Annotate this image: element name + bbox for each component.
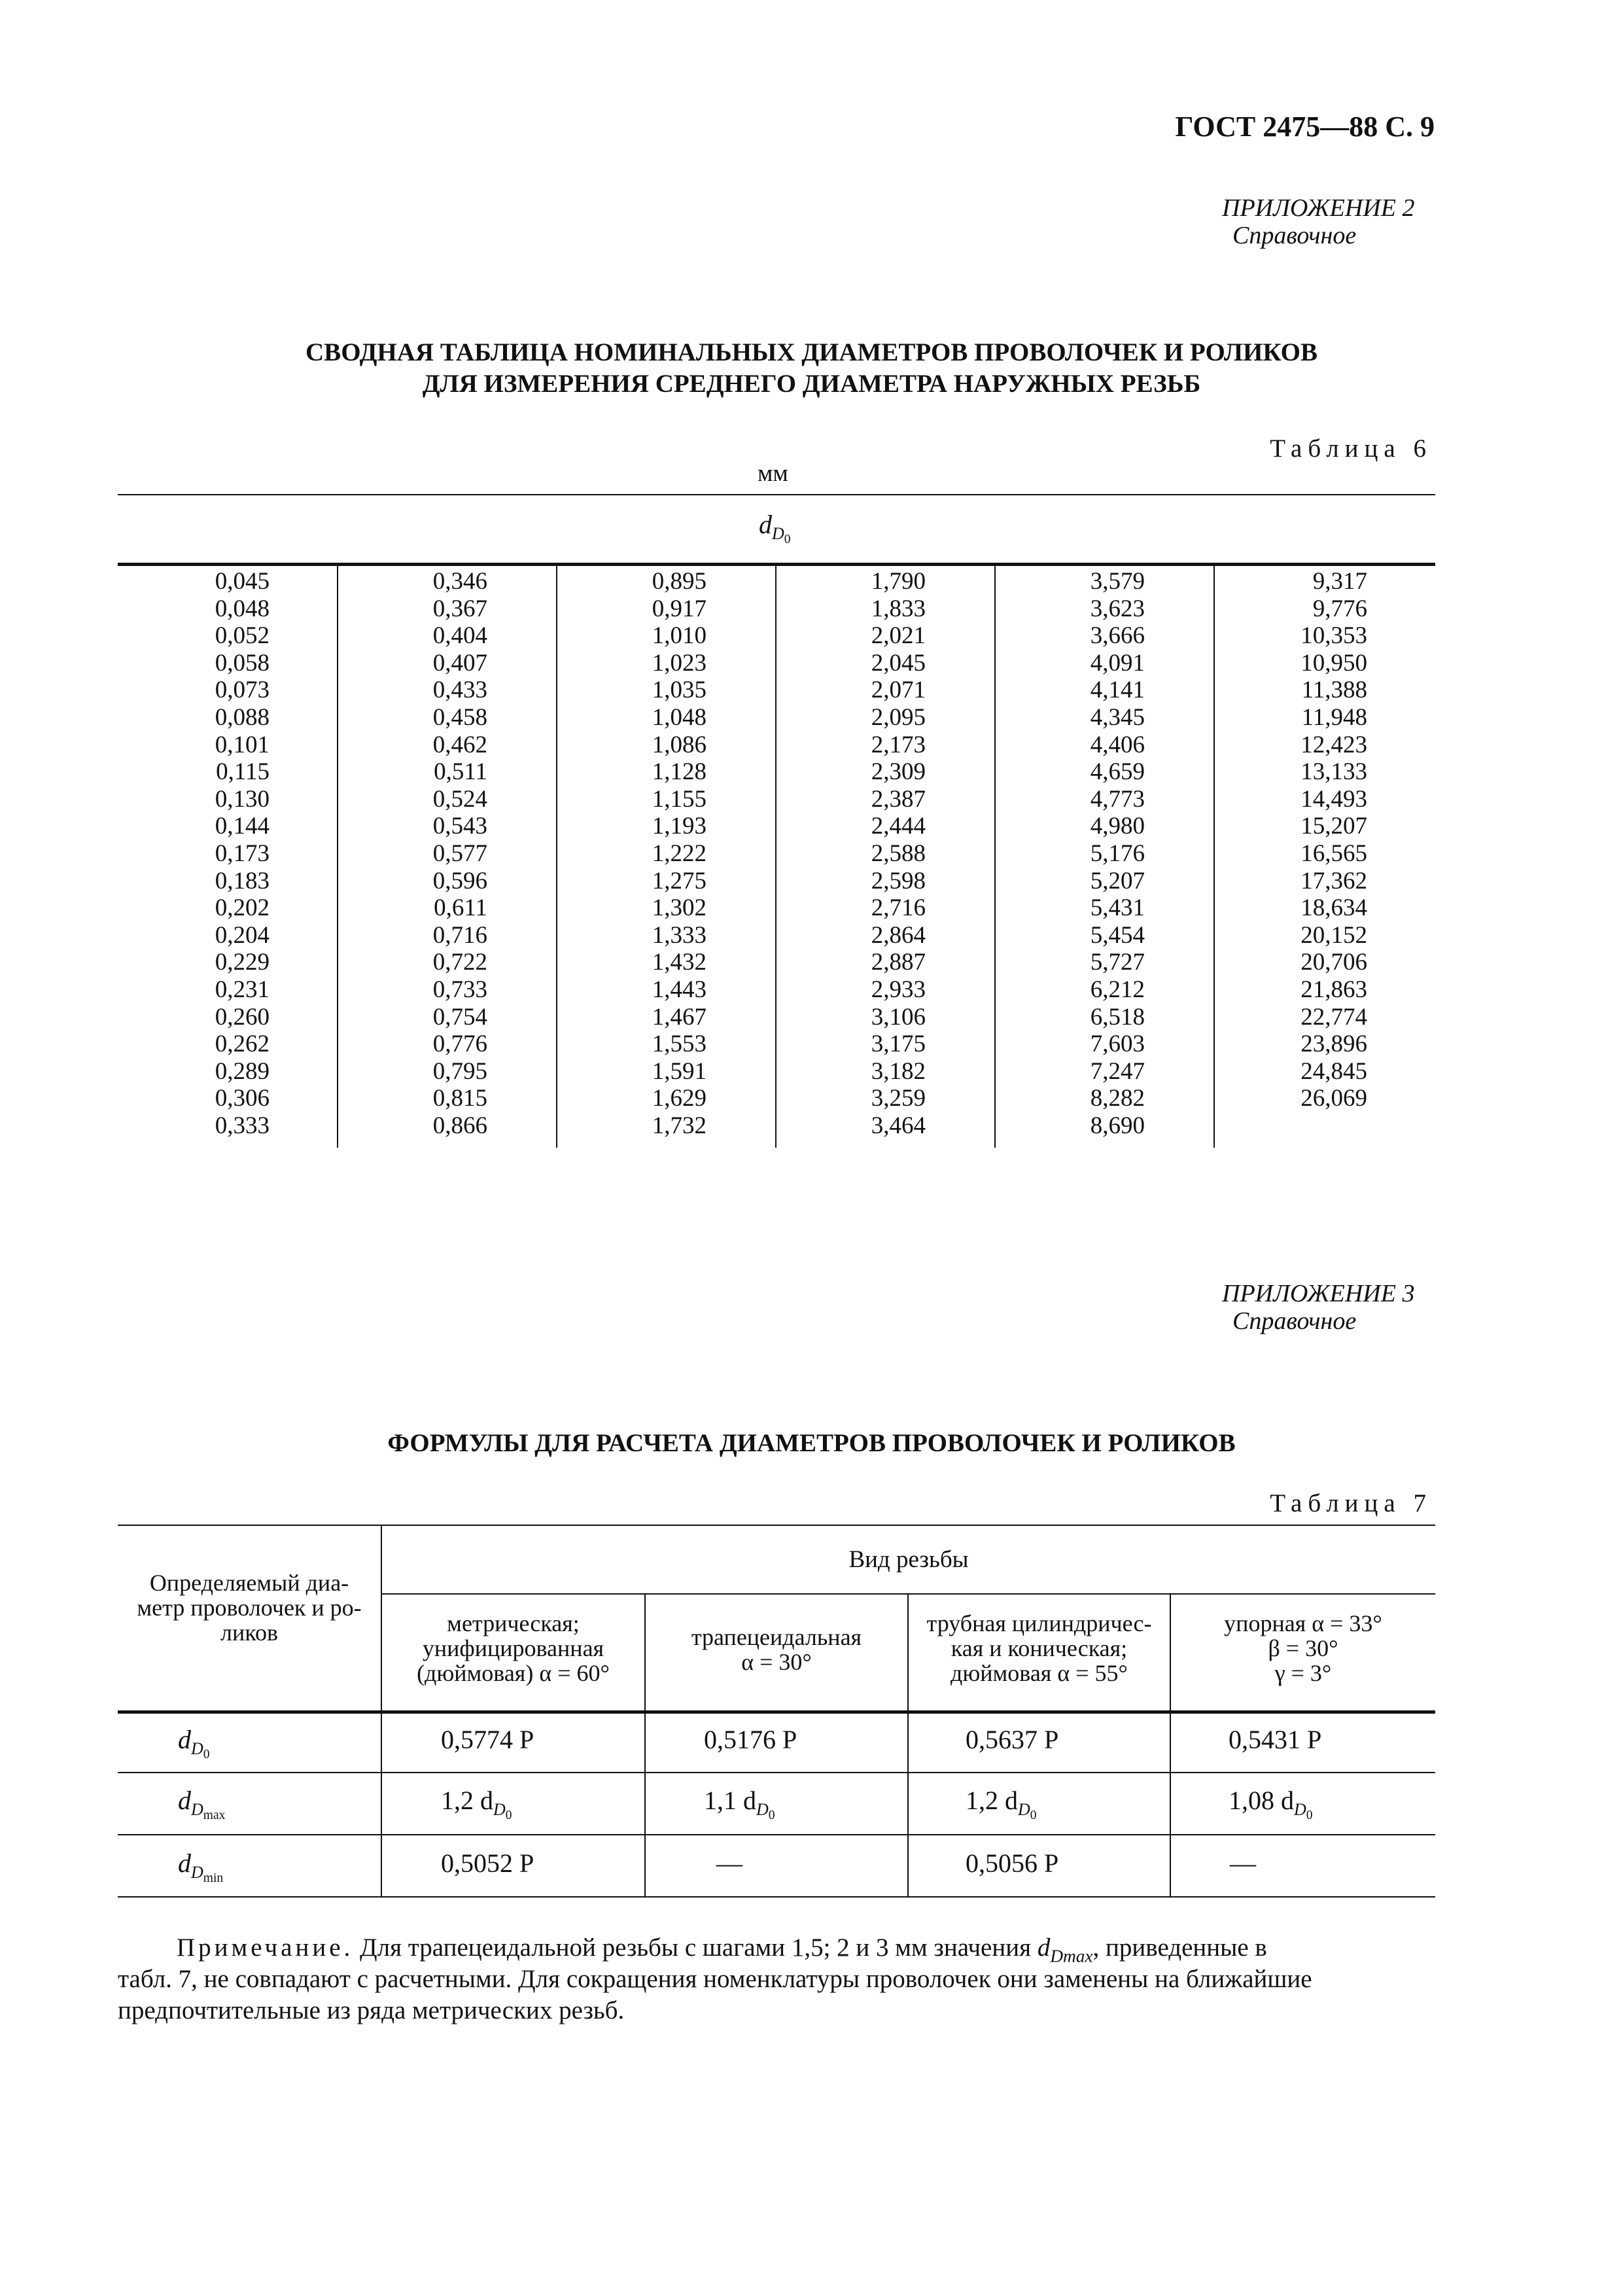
table6-value: 13,133 xyxy=(1300,758,1367,786)
table6-value: 17,362 xyxy=(1300,867,1367,894)
table6-value: 1,155 xyxy=(652,785,707,813)
table6-value: 3,623 xyxy=(1090,595,1145,622)
table7-bottom-rule xyxy=(118,1896,1435,1898)
table6-value: 3,259 xyxy=(871,1085,926,1112)
appendix-2-label: ПРИЛОЖЕНИЕ 2 xyxy=(1222,194,1415,222)
table6-value: 7,247 xyxy=(1090,1057,1145,1085)
table6-value: 0,058 xyxy=(215,649,270,677)
table7-row-symbol: $d_{D_0}$ xyxy=(178,1725,210,1761)
table6-value: 6,518 xyxy=(1090,1003,1145,1031)
table6-header-rule xyxy=(118,563,1435,566)
table6-value: 1,222 xyxy=(652,839,707,867)
table6-value: 4,345 xyxy=(1090,703,1145,731)
table6-value: 3,182 xyxy=(871,1057,926,1085)
table6-value: 0,611 xyxy=(434,894,487,922)
table6-value: 0,048 xyxy=(215,595,270,622)
table6-value: 1,443 xyxy=(652,976,707,1003)
table6-value: 1,333 xyxy=(652,921,707,949)
table6-value: 0,045 xyxy=(215,568,270,595)
table6-value: 0,895 xyxy=(652,568,707,595)
table6-value: 2,021 xyxy=(871,622,926,650)
table6-value: 0,333 xyxy=(215,1112,270,1139)
table6-value: 4,773 xyxy=(1090,785,1145,813)
table6-value: 20,152 xyxy=(1300,921,1367,949)
table6-value: 0,754 xyxy=(432,1003,487,1031)
table7-divider xyxy=(381,1525,382,1898)
table7-top-rule xyxy=(118,1525,1435,1526)
table6-value: 7,603 xyxy=(1090,1031,1145,1058)
table6-value: 4,980 xyxy=(1090,813,1145,840)
table7-row-header: Определяемый диа- метр проволочек и ро- ликов xyxy=(137,1570,362,1646)
table6-value: 1,023 xyxy=(652,649,707,677)
table6-value: 5,454 xyxy=(1090,921,1145,949)
table7-cell: 1,2 $d_{D_0}$ xyxy=(966,1786,1037,1822)
table6-value: 1,048 xyxy=(652,703,707,731)
appendix-3-kind: Справочное xyxy=(1232,1307,1357,1335)
table7-cell: 0,5774 P xyxy=(441,1725,534,1754)
table6-value: 0,815 xyxy=(432,1085,487,1112)
table6-value: 18,634 xyxy=(1300,894,1367,922)
table6-header-symbol: $d_{D_0}$ xyxy=(759,510,791,546)
table6-value: 2,071 xyxy=(871,677,926,704)
table6-value: 11,948 xyxy=(1301,703,1367,731)
table7-cell: — xyxy=(716,1848,742,1878)
table6-value: 5,431 xyxy=(1090,894,1145,922)
table6-value: 3,106 xyxy=(871,1003,926,1031)
table6-value: 0,722 xyxy=(432,949,487,976)
table6-value: 1,128 xyxy=(652,758,707,786)
table6-value: 1,035 xyxy=(652,677,707,704)
table6-value: 1,833 xyxy=(871,595,926,622)
table6-value: 2,716 xyxy=(871,894,926,922)
table6-value: 2,887 xyxy=(871,949,926,976)
table6-value: 1,302 xyxy=(652,894,707,922)
table6-value: 3,464 xyxy=(871,1112,926,1139)
table7-cell: — xyxy=(1230,1848,1256,1878)
table6-value: 8,282 xyxy=(1090,1085,1145,1112)
table7-cell: 0,5637 P xyxy=(966,1725,1059,1754)
table6-value: 0,733 xyxy=(432,976,487,1003)
table7-cell: 1,08 $d_{D_0}$ xyxy=(1229,1786,1313,1822)
table7-cell: 0,5052 P xyxy=(441,1848,534,1878)
table6-value: 3,579 xyxy=(1090,568,1145,595)
table6-value: 23,896 xyxy=(1300,1031,1367,1058)
table6-value: 12,423 xyxy=(1300,731,1367,758)
table6-value: 0,433 xyxy=(432,677,487,704)
table6-value: 0,917 xyxy=(652,595,707,622)
table6-value: 9,776 xyxy=(1312,595,1367,622)
table6-value: 1,467 xyxy=(652,1003,707,1031)
table7-cell: 0,5176 P xyxy=(704,1725,797,1754)
table7-row-rule xyxy=(118,1772,1435,1773)
table6-value: 0,407 xyxy=(432,649,487,677)
table6-value: 1,432 xyxy=(652,949,707,976)
table6-unit: мм xyxy=(758,460,788,487)
table6-value: 1,629 xyxy=(652,1085,707,1112)
page-header: ГОСТ 2475—88 С. 9 xyxy=(1175,111,1435,143)
table7-cell: 0,5431 P xyxy=(1229,1725,1322,1754)
table6-value: 0,346 xyxy=(432,568,487,595)
table6-value: 2,387 xyxy=(871,785,926,813)
table7-cell: 0,5056 P xyxy=(966,1848,1059,1878)
table6-label: Таблица 6 xyxy=(1270,434,1432,463)
table6-value: 0,088 xyxy=(215,703,270,731)
table6-value: 2,588 xyxy=(871,839,926,867)
table6-value: 0,183 xyxy=(215,867,270,894)
table6-value: 2,309 xyxy=(871,758,926,786)
table6-value: 0,596 xyxy=(432,867,487,894)
table6-value: 4,659 xyxy=(1090,758,1145,786)
table6-value: 1,591 xyxy=(652,1057,707,1085)
table6-value: 0,229 xyxy=(215,949,270,976)
table6-value: 1,790 xyxy=(871,568,926,595)
table6-value: 0,404 xyxy=(432,622,487,650)
table6-column xyxy=(0,568,1367,1112)
appendix-2-kind: Справочное xyxy=(1232,222,1357,249)
table7-col-header: упорная α = 33° β = 30° γ = 3° xyxy=(1224,1610,1382,1686)
table6-value: 2,864 xyxy=(871,921,926,949)
table6-value: 0,367 xyxy=(432,595,487,622)
appendix-3-label: ПРИЛОЖЕНИЕ 3 xyxy=(1222,1280,1415,1307)
table7-col-header: трубная цилиндричес- кая и коническая; дюймовая α = 55° xyxy=(926,1610,1152,1686)
table6-value: 0,577 xyxy=(432,839,487,867)
table6-value: 24,845 xyxy=(1300,1057,1367,1085)
table6-value: 11,388 xyxy=(1301,677,1367,704)
table6-value: 2,045 xyxy=(871,649,926,677)
table6-value: 0,144 xyxy=(215,813,270,840)
table6-value: 2,933 xyxy=(871,976,926,1003)
table6-value: 20,706 xyxy=(1300,949,1367,976)
table6-value: 1,010 xyxy=(652,622,707,650)
table6-value: 21,863 xyxy=(1300,976,1367,1003)
table6-value: 0,306 xyxy=(215,1085,270,1112)
table6-value: 0,052 xyxy=(215,622,270,650)
table7-col-header: трапецеидальная α = 30° xyxy=(691,1624,862,1675)
table6-value: 0,260 xyxy=(215,1003,270,1031)
table6-value: 10,950 xyxy=(1300,649,1367,677)
table7-note-line3: предпочтительные из ряда метрических резьб. xyxy=(118,1996,625,2024)
table6-title-line2: ДЛЯ ИЗМЕРЕНИЯ СРЕДНЕГО ДИАМЕТРА НАРУЖНЫХ РЕЗЬБ xyxy=(422,370,1201,398)
table6-value: 0,795 xyxy=(432,1057,487,1085)
table6-value: 4,406 xyxy=(1090,731,1145,758)
table6-value: 0,202 xyxy=(215,894,270,922)
table6-value: 6,212 xyxy=(1090,976,1145,1003)
table6-value: 0,130 xyxy=(215,785,270,813)
table6-value: 4,141 xyxy=(1090,677,1145,704)
table7-cell: 1,2 $d_{D_0}$ xyxy=(441,1786,512,1822)
table7-row-symbol: $d_{D_{max}}$ xyxy=(178,1786,226,1822)
table7-col-header: метрическая; унифицированная (дюймовая) α = 60° xyxy=(417,1610,610,1686)
table6-value: 0,231 xyxy=(215,976,270,1003)
table6-value: 0,458 xyxy=(432,703,487,731)
table7-label: Таблица 7 xyxy=(1270,1489,1432,1517)
table6-value: 0,776 xyxy=(432,1031,487,1058)
table6-value: 0,866 xyxy=(432,1112,487,1139)
table6-value: 2,095 xyxy=(871,703,926,731)
table6-value: 0,462 xyxy=(432,731,487,758)
table6-value: 5,207 xyxy=(1090,867,1145,894)
table6-value: 4,091 xyxy=(1090,649,1145,677)
table6-top-rule xyxy=(118,494,1435,495)
table6-value: 3,175 xyxy=(871,1031,926,1058)
table6-value: 1,193 xyxy=(652,813,707,840)
table6-value: 9,317 xyxy=(1312,568,1367,595)
table7-row-rule xyxy=(118,1834,1435,1835)
table7-title: ФОРМУЛЫ ДЛЯ РАСЧЕТА ДИАМЕТРОВ ПРОВОЛОЧЕК И РОЛИКОВ xyxy=(387,1429,1236,1457)
table6-value: 14,493 xyxy=(1300,785,1367,813)
table6-value: 0,543 xyxy=(432,813,487,840)
table6-title-line1: СВОДНАЯ ТАБЛИЦА НОМИНАЛЬНЫХ ДИАМЕТРОВ ПРОВОЛОЧЕК И РОЛИКОВ xyxy=(305,338,1318,366)
table6-value: 0,716 xyxy=(432,921,487,949)
table6-value: 0,262 xyxy=(215,1031,270,1058)
table6-value: 1,086 xyxy=(652,731,707,758)
table6-value: 2,173 xyxy=(871,731,926,758)
table6-value: 0,115 xyxy=(216,758,270,786)
table6-value: 0,204 xyxy=(215,921,270,949)
table6-value: 2,598 xyxy=(871,867,926,894)
table6-value: 0,289 xyxy=(215,1057,270,1085)
table6-value: 1,553 xyxy=(652,1031,707,1058)
table6-value: 10,353 xyxy=(1300,622,1367,650)
table6-value: 26,069 xyxy=(1300,1085,1367,1112)
table6-value: 16,565 xyxy=(1300,839,1367,867)
table7-note-line2: табл. 7, не совпадают с расчетными. Для сокращения номенклатуры проволочек они заменены на ближайшие xyxy=(118,1965,1312,1993)
table6-value: 0,173 xyxy=(215,839,270,867)
table6-value: 1,275 xyxy=(652,867,707,894)
table7-note-line1: Примечание. Для трапецеидальной резьбы с шагами 1,5; 2 и 3 мм значения $d_{Dmax}$, приведенные в xyxy=(177,1934,1267,1966)
table6-value: 0,524 xyxy=(432,785,487,813)
table6-value: 0,101 xyxy=(215,731,270,758)
table6-value: 5,176 xyxy=(1090,839,1145,867)
table6-value: 8,690 xyxy=(1090,1112,1145,1139)
table6-value: 0,511 xyxy=(434,758,487,786)
table6-value: 2,444 xyxy=(871,813,926,840)
table7-cell: 1,1 $d_{D_0}$ xyxy=(704,1786,775,1822)
table7-group-rule xyxy=(382,1593,1435,1595)
table6-value: 3,666 xyxy=(1090,622,1145,650)
table7-row-symbol: $d_{D_{min}}$ xyxy=(178,1848,224,1885)
table6-value: 22,774 xyxy=(1300,1003,1367,1031)
table7-group-header: Вид резьбы xyxy=(848,1546,969,1573)
table7-header-rule xyxy=(118,1710,1435,1714)
table6-value: 1,732 xyxy=(652,1112,707,1139)
table6-value: 5,727 xyxy=(1090,949,1145,976)
table6-value: 0,073 xyxy=(215,677,270,704)
table6-value: 15,207 xyxy=(1300,813,1367,840)
